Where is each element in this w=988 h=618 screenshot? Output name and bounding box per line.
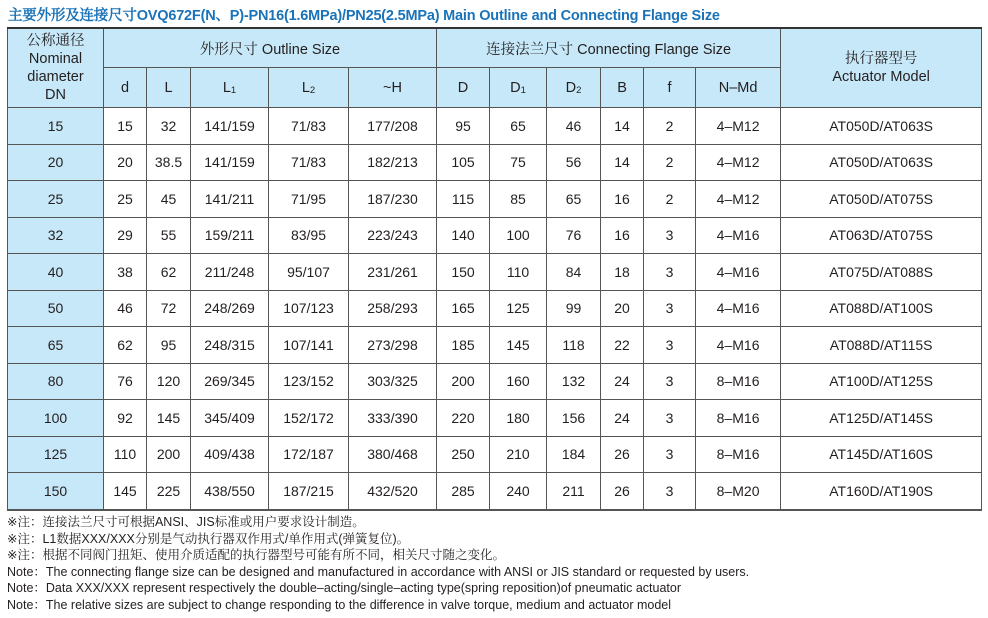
table-cell: 145 (104, 473, 147, 510)
table-cell: 432/520 (349, 473, 437, 510)
table-cell: 20 (601, 290, 644, 327)
header-actuator-en: Actuator Model (832, 69, 930, 85)
column-header-label: N–Md (718, 79, 758, 96)
table-cell: 152/172 (269, 400, 349, 437)
table-row (8, 363, 982, 400)
column-header-label: ~H (383, 79, 402, 96)
column-header (547, 68, 601, 108)
table-cell: 123/152 (269, 363, 349, 400)
table-cell: 62 (147, 254, 191, 291)
table-cell: 26 (601, 473, 644, 510)
column-header-label: L (222, 79, 231, 96)
table-cell: 110 (104, 436, 147, 473)
table-cell: 95 (147, 327, 191, 364)
page-title: 主要外形及连接尺寸OVQ672F(N、P)-PN16(1.6MPa)/PN25(2.5MPa) Main Outline and Connecting Flange Size (8, 8, 720, 24)
table-cell: 84 (547, 254, 601, 291)
column-header-label: f (667, 79, 672, 96)
table-cell: 14 (601, 144, 644, 181)
column-header-subscript: 1 (230, 84, 237, 96)
table-cell: 248/269 (191, 290, 269, 327)
table-cell: 107/123 (269, 290, 349, 327)
table-cell: 25 (104, 181, 147, 218)
column-header (644, 68, 696, 108)
table-cell: 184 (547, 436, 601, 473)
table-cell: 141/211 (191, 181, 269, 218)
table-cell: AT088D/AT100S (781, 290, 982, 327)
table-cell: 3 (644, 473, 696, 510)
table-row (8, 473, 982, 510)
table-cell: 3 (644, 327, 696, 364)
table-cell: 2 (644, 181, 696, 218)
table-cell: 65 (547, 181, 601, 218)
table-cell: 200 (437, 363, 490, 400)
nominal-diameter-cell: 40 (8, 254, 104, 291)
header-nominal-diameter (8, 28, 104, 108)
table-cell: AT050D/AT063S (781, 144, 982, 181)
table-cell: 180 (490, 400, 547, 437)
table-cell: AT125D/AT145S (781, 400, 982, 437)
column-header (191, 68, 269, 108)
table-cell: 240 (490, 473, 547, 510)
table-cell: AT075D/AT088S (781, 254, 982, 291)
table-cell: 132 (547, 363, 601, 400)
table-cell: 20 (104, 144, 147, 181)
table-cell: 8–M16 (696, 400, 781, 437)
table-cell: 140 (437, 217, 490, 254)
table-cell: 71/83 (269, 144, 349, 181)
header-actuator-cn: 执行器型号 (844, 51, 918, 67)
header-connecting-flange-size: 连接法兰尺寸 Connecting Flange Size (437, 28, 781, 68)
table-cell: 3 (644, 217, 696, 254)
table-cell: 118 (547, 327, 601, 364)
table-cell: 76 (104, 363, 147, 400)
table-cell: 16 (601, 217, 644, 254)
table-cell: 187/215 (269, 473, 349, 510)
table-cell: 24 (601, 363, 644, 400)
header-nominal-en1: Nominal (28, 51, 83, 67)
column-header-label: d (120, 79, 130, 96)
table-cell: 75 (490, 144, 547, 181)
column-header (490, 68, 547, 108)
table-cell: 211 (547, 473, 601, 510)
nominal-diameter-cell: 100 (8, 400, 104, 437)
table-cell: 110 (490, 254, 547, 291)
table-cell: 32 (147, 108, 191, 145)
column-header-label: L (301, 79, 310, 96)
note-line: Note：Data XXX/XXX represent respectively the double–acting/single–acting type(spring reposition)of pneumatic actuator (7, 581, 681, 596)
table-cell: 83/95 (269, 217, 349, 254)
column-header (104, 68, 147, 108)
table-cell: 225 (147, 473, 191, 510)
table-cell: 223/243 (349, 217, 437, 254)
table-cell: 38 (104, 254, 147, 291)
table-cell: 211/248 (191, 254, 269, 291)
table-cell: 46 (547, 108, 601, 145)
note-line: ※注：连接法兰尺寸可根据ANSI、JIS标准或用户要求设计制造。 (7, 515, 365, 529)
nominal-diameter-cell: 32 (8, 217, 104, 254)
note-line: ※注：L1数据XXX/XXX分别是气动执行器双作用式/单作用式(弹簧复位)。 (7, 531, 410, 546)
table-row (8, 436, 982, 473)
column-header-subscript: 2 (309, 84, 316, 96)
nominal-diameter-cell: 125 (8, 436, 104, 473)
table-cell: 38.5 (147, 144, 191, 181)
table-cell: 145 (147, 400, 191, 437)
table-cell: 18 (601, 254, 644, 291)
table-cell: 145 (490, 327, 547, 364)
column-header-label: D (510, 79, 521, 96)
header-nominal-en3: DN (45, 87, 66, 103)
table-cell: 250 (437, 436, 490, 473)
table-cell: 3 (644, 436, 696, 473)
table-cell: 24 (601, 400, 644, 437)
table-cell: 231/261 (349, 254, 437, 291)
table-row (8, 144, 982, 181)
table-row (8, 290, 982, 327)
header-actuator-model (781, 28, 982, 108)
table-cell: 56 (547, 144, 601, 181)
table-cell: 141/159 (191, 144, 269, 181)
header-outline-size: 外形尺寸 Outline Size (104, 28, 437, 68)
table-cell: 92 (104, 400, 147, 437)
table-cell: 269/345 (191, 363, 269, 400)
table-cell: 3 (644, 400, 696, 437)
column-header-label: B (617, 79, 627, 96)
table-cell: 95/107 (269, 254, 349, 291)
table-cell: 141/159 (191, 108, 269, 145)
note-line: Note：The relative sizes are subject to change responding to the difference in valve torque, medium and actuator model (7, 597, 672, 612)
table-cell: 71/95 (269, 181, 349, 218)
column-header (349, 68, 437, 108)
table-cell: 65 (490, 108, 547, 145)
table-cell: 26 (601, 436, 644, 473)
table-cell: 2 (644, 108, 696, 145)
column-header (147, 68, 191, 108)
table-cell: 4–M16 (696, 327, 781, 364)
column-header-label: D (457, 79, 469, 96)
table-cell: 438/550 (191, 473, 269, 510)
column-header (601, 68, 644, 108)
table-cell: 125 (490, 290, 547, 327)
table-cell: 200 (147, 436, 191, 473)
table-cell: 62 (104, 327, 147, 364)
table-cell: 99 (547, 290, 601, 327)
table-row (8, 217, 982, 254)
table-row (8, 181, 982, 218)
table-cell: 71/83 (269, 108, 349, 145)
table-cell: 72 (147, 290, 191, 327)
column-header (269, 68, 349, 108)
table-cell: 303/325 (349, 363, 437, 400)
table-cell: AT100D/AT125S (781, 363, 982, 400)
table-cell: 159/211 (191, 217, 269, 254)
table-cell: 2 (644, 144, 696, 181)
table-cell: 4–M12 (696, 108, 781, 145)
table-cell: 380/468 (349, 436, 437, 473)
table-cell: 172/187 (269, 436, 349, 473)
table-cell: 177/208 (349, 108, 437, 145)
table-cell: 3 (644, 290, 696, 327)
table-cell: 14 (601, 108, 644, 145)
column-header-subscript: 1 (520, 84, 526, 96)
column-header (437, 68, 490, 108)
header-nominal-cn: 公称通径 (26, 33, 85, 49)
table-cell: AT160D/AT190S (781, 473, 982, 510)
table-cell: 4–M16 (696, 254, 781, 291)
table-cell: 45 (147, 181, 191, 218)
table-row (8, 327, 982, 364)
table-cell: 15 (104, 108, 147, 145)
table-cell: 46 (104, 290, 147, 327)
table-cell: 55 (147, 217, 191, 254)
table-cell: 105 (437, 144, 490, 181)
note-line: Note：The connecting flange size can be designed and manufactured in accordance with ANSI or JIS standard or requested by users. (7, 564, 750, 579)
table-cell: AT050D/AT075S (781, 181, 982, 218)
table-cell: 16 (601, 181, 644, 218)
table-cell: AT145D/AT160S (781, 436, 982, 473)
table-cell: 345/409 (191, 400, 269, 437)
nominal-diameter-cell: 20 (8, 144, 104, 181)
column-header (696, 68, 781, 108)
table-cell: 95 (437, 108, 490, 145)
table-row (8, 400, 982, 437)
table-cell: AT088D/AT115S (781, 327, 982, 364)
table-cell: 258/293 (349, 290, 437, 327)
table-cell: 187/230 (349, 181, 437, 218)
table-cell: 8–M16 (696, 363, 781, 400)
table-cell: 85 (490, 181, 547, 218)
table-row (8, 254, 982, 291)
note-line: ※注：根据不同阀门扭矩、使用介质适配的执行器型号可能有所不同，相关尺寸随之变化。 (7, 548, 505, 563)
table-cell: 8–M20 (696, 473, 781, 510)
table-cell: 3 (644, 363, 696, 400)
table-cell: 156 (547, 400, 601, 437)
column-header-label: L (164, 79, 173, 96)
column-header-label: D (565, 79, 577, 96)
table-cell: AT063D/AT075S (781, 217, 982, 254)
table-cell: 120 (147, 363, 191, 400)
nominal-diameter-cell: 80 (8, 363, 104, 400)
table-cell: 3 (644, 254, 696, 291)
table-cell: 76 (547, 217, 601, 254)
table-cell: 273/298 (349, 327, 437, 364)
nominal-diameter-cell: 15 (8, 108, 104, 145)
nominal-diameter-cell: 65 (8, 327, 104, 364)
table-cell: 185 (437, 327, 490, 364)
table-cell: 29 (104, 217, 147, 254)
table-cell: 182/213 (349, 144, 437, 181)
nominal-diameter-cell: 25 (8, 181, 104, 218)
table-cell: 248/315 (191, 327, 269, 364)
table-cell: 22 (601, 327, 644, 364)
table-cell: 160 (490, 363, 547, 400)
nominal-diameter-cell: 50 (8, 290, 104, 327)
table-cell: 4–M12 (696, 181, 781, 218)
table-cell: 150 (437, 254, 490, 291)
table-cell: 409/438 (191, 436, 269, 473)
table-cell: 4–M16 (696, 290, 781, 327)
table-row (8, 108, 982, 145)
table-cell: 165 (437, 290, 490, 327)
table-cell: 100 (490, 217, 547, 254)
notes (7, 514, 749, 614)
header-nominal-en2: diameter (27, 69, 84, 85)
spec-table (7, 27, 982, 511)
table-cell: AT050D/AT063S (781, 108, 982, 145)
table-cell: 8–M16 (696, 436, 781, 473)
table-cell: 4–M12 (696, 144, 781, 181)
table-cell: 220 (437, 400, 490, 437)
table-cell: 107/141 (269, 327, 349, 364)
table-cell: 333/390 (349, 400, 437, 437)
table-cell: 115 (437, 181, 490, 218)
table-cell: 285 (437, 473, 490, 510)
table-cell: 210 (490, 436, 547, 473)
column-header-subscript: 2 (576, 84, 582, 96)
table-cell: 4–M16 (696, 217, 781, 254)
nominal-diameter-cell: 150 (8, 473, 104, 510)
